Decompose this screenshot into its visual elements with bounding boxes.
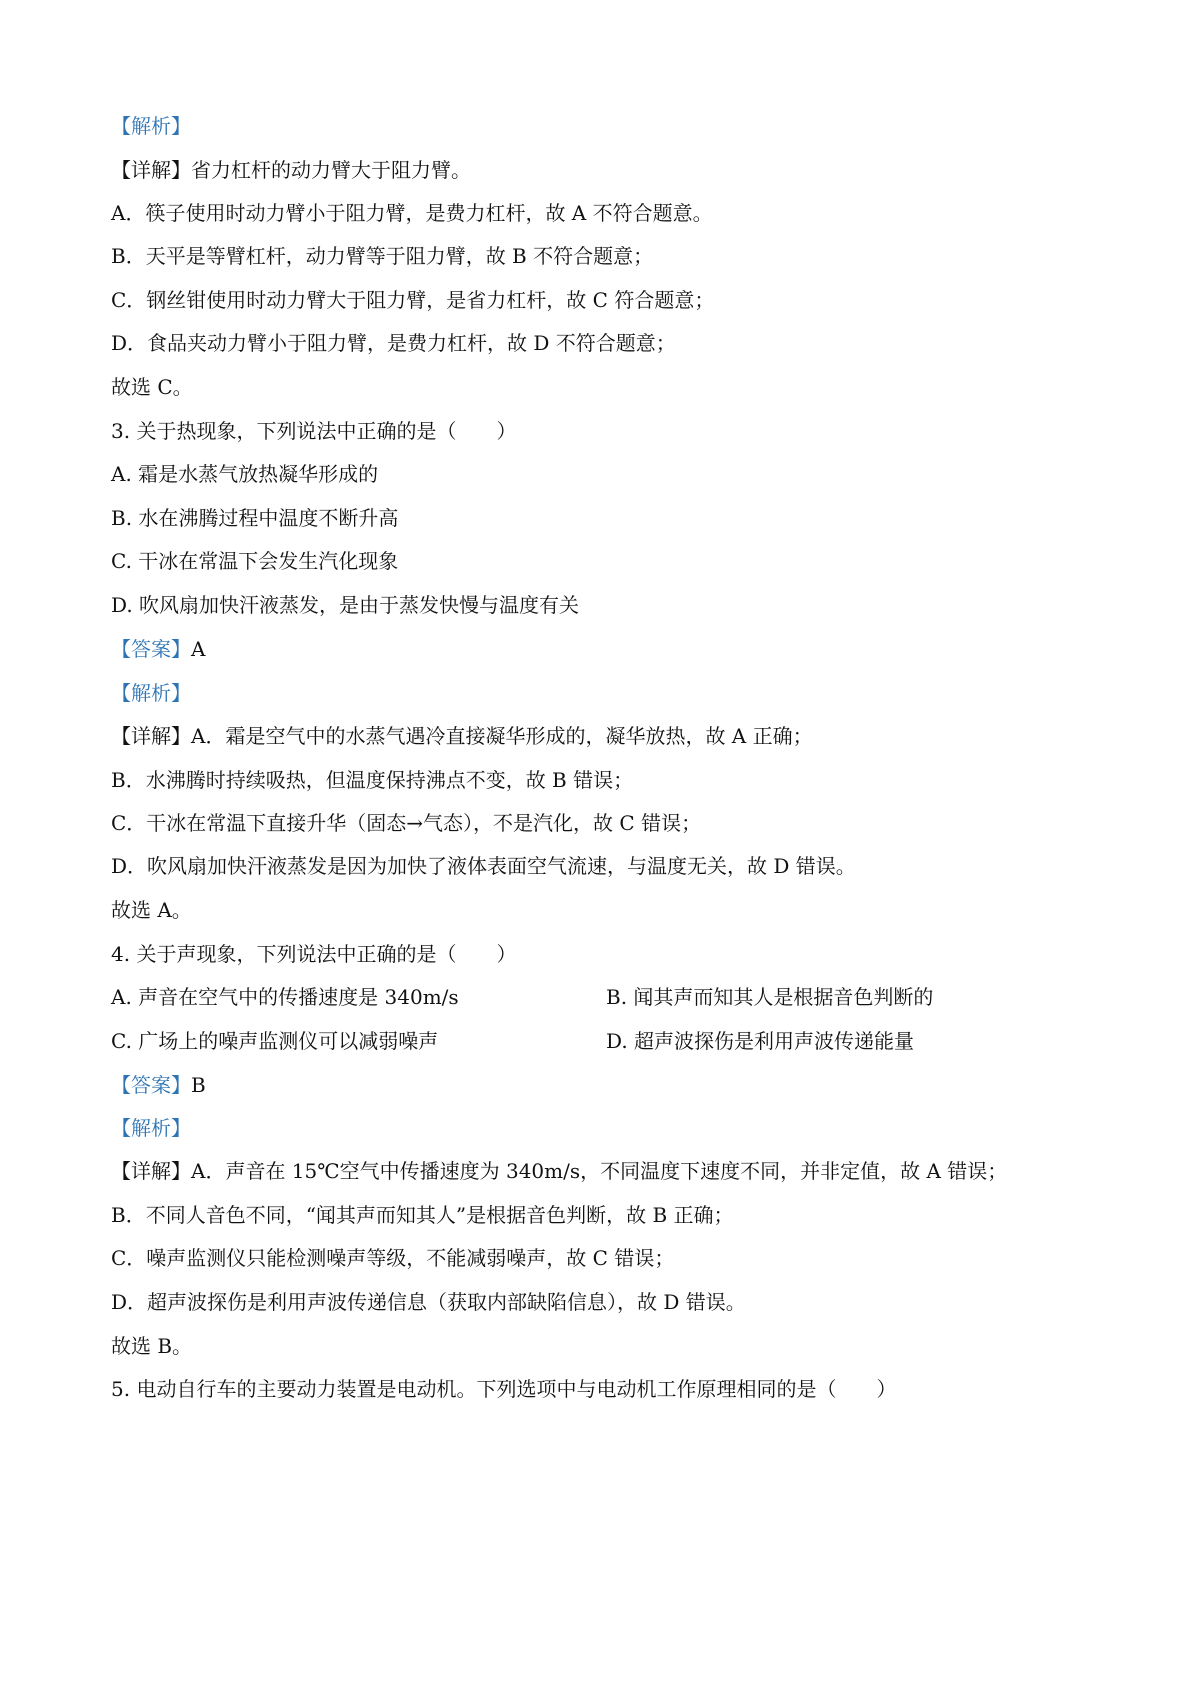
document-line xyxy=(111,1289,746,1315)
document-line xyxy=(111,1202,734,1228)
line-text: 故选 A。 xyxy=(111,898,192,922)
document-line xyxy=(111,767,633,793)
document-line xyxy=(111,461,378,487)
line-text: C. 广场上的噪声监测仪可以减弱噪声 xyxy=(111,1029,439,1053)
line-text: A．声音在 15℃空气中传播速度为 340m/s，不同温度下速度不同，并非定值，故 A 错误； xyxy=(191,1159,1008,1183)
document-line xyxy=(111,941,516,967)
document-line xyxy=(111,243,653,269)
document-line xyxy=(111,723,813,749)
line-text: C．钢丝钳使用时动力臂大于阻力臂，是省力杠杆，故 C 符合题意； xyxy=(111,288,715,312)
line-text: C．干冰在常温下直接升华（固态→气态），不是汽化，故 C 错误； xyxy=(111,811,702,835)
section-tag: 【答案】 xyxy=(111,1073,191,1097)
document-line xyxy=(111,1376,896,1402)
document-line xyxy=(111,1333,192,1359)
section-tag: 【解析】 xyxy=(111,681,191,705)
line-text: B．水沸腾时持续吸热，但温度保持沸点不变，故 B 错误； xyxy=(111,768,634,792)
document-line xyxy=(111,374,193,400)
document-line xyxy=(111,1245,674,1271)
document-line xyxy=(111,113,191,139)
document-line xyxy=(111,330,676,356)
line-text: B．不同人音色不同，“闻其声而知其人”是根据音色判断，故 B 正确； xyxy=(111,1203,734,1227)
document-line xyxy=(111,1072,206,1098)
document-line xyxy=(111,200,713,226)
line-text: B．天平是等臂杠杆，动力臂等于阻力臂，故 B 不符合题意； xyxy=(111,244,654,268)
line-text: A．筷子使用时动力臂小于阻力臂，是费力杠杆，故 A 不符合题意。 xyxy=(111,201,713,225)
line-text: 4. 关于声现象，下列说法中正确的是（ ） xyxy=(111,942,517,966)
option-text-right: B. 闻其声而知其人是根据音色判断的 xyxy=(606,985,934,1009)
document-line xyxy=(111,157,471,183)
document-line xyxy=(111,287,714,313)
document-line xyxy=(111,897,192,923)
line-text: D．食品夹动力臂小于阻力臂，是费力杠杆，故 D 不符合题意； xyxy=(111,331,676,355)
document-line xyxy=(111,548,398,574)
document-line xyxy=(111,853,856,879)
line-text: C. 干冰在常温下会发生汽化现象 xyxy=(111,549,399,573)
line-text: D．超声波探伤是利用声波传递信息（获取内部缺陷信息），故 D 错误。 xyxy=(111,1290,746,1314)
option-text-right: D. 超声波探伤是利用声波传递能量 xyxy=(606,1029,915,1053)
section-tag: 【解析】 xyxy=(111,114,191,138)
document-line xyxy=(111,1028,438,1054)
line-text: A. 声音在空气中的传播速度是 340m/s xyxy=(111,985,459,1009)
section-tag: 【详解】 xyxy=(111,1159,191,1183)
line-text: 故选 C。 xyxy=(111,375,193,399)
document-line xyxy=(111,1115,191,1141)
line-text: C．噪声监测仪只能检测噪声等级，不能减弱噪声，故 C 错误； xyxy=(111,1246,675,1270)
section-tag: 【解析】 xyxy=(111,1116,191,1140)
document-line xyxy=(111,680,191,706)
document-line xyxy=(111,592,579,618)
line-text: A. 霜是水蒸气放热凝华形成的 xyxy=(111,462,379,486)
line-text: B. 水在沸腾过程中温度不断升高 xyxy=(111,506,399,530)
document-line xyxy=(111,418,516,444)
section-tag: 【详解】 xyxy=(111,158,191,182)
line-text: A xyxy=(191,637,206,661)
line-text: D．吹风扇加快汗液蒸发是因为加快了液体表面空气流速，与温度无关，故 D 错误。 xyxy=(111,854,856,878)
section-tag: 【答案】 xyxy=(111,637,191,661)
document-line xyxy=(111,636,205,662)
line-text: B xyxy=(191,1073,206,1097)
document-line xyxy=(111,810,701,836)
line-text: 故选 B。 xyxy=(111,1334,193,1358)
document-line xyxy=(111,505,398,531)
line-text: D. 吹风扇加快汗液蒸发，是由于蒸发快慢与温度有关 xyxy=(111,593,580,617)
line-text: 省力杠杆的动力臂大于阻力臂。 xyxy=(191,158,471,182)
section-tag: 【详解】 xyxy=(111,724,191,748)
line-text: 5. 电动自行车的主要动力装置是电动机。下列选项中与电动机工作原理相同的是（ ） xyxy=(111,1377,897,1401)
line-text: A．霜是空气中的水蒸气遇冷直接凝华形成的，凝华放热，故 A 正确； xyxy=(191,724,813,748)
document-line xyxy=(111,984,459,1010)
document-line xyxy=(111,1158,1007,1184)
line-text: 3. 关于热现象，下列说法中正确的是（ ） xyxy=(111,419,517,443)
